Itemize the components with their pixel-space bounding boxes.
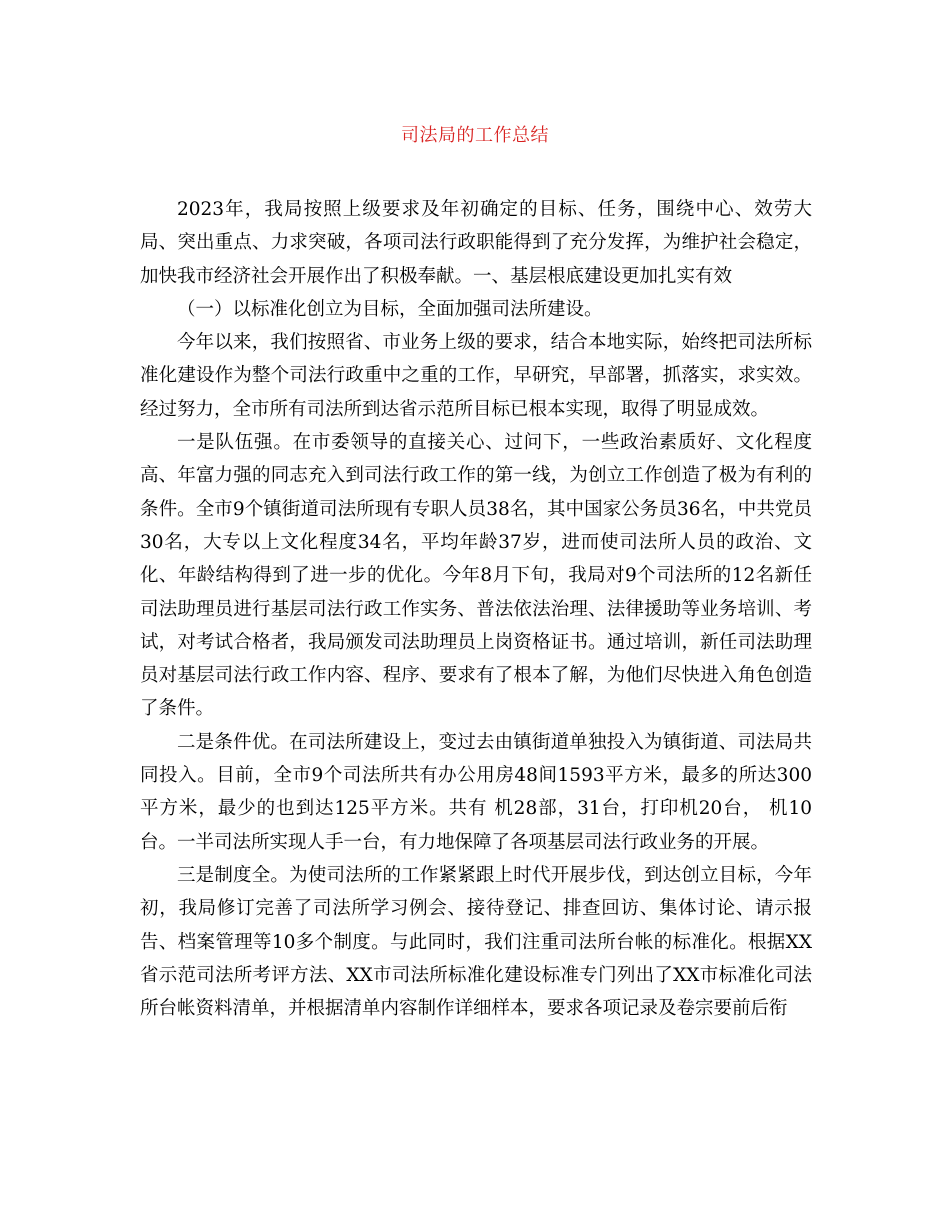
paragraph-section-1: （一）以标准化创立为目标，全面加强司法所建设。 — [177, 298, 603, 320]
paragraph-intro: 2023年，我局按照上级要求及年初确定的目标、任务，围绕中心、效劳大局、突出重点、力求突破，各项司法行政职能得到了充分发挥，为维护社会稳定，加快我市经济社会开展作出了积极奉献。一、基层根底建设更加扎实有效 — [140, 199, 812, 287]
paragraph-conditions: 二是条件优。在司法所建设上，变过去由镇街道单独投入为镇街道、司法局共同投入。目前，全市9个司法所共有办公用房48间1593平方米，最多的所达300平方米，最少的也到达125平方米。共有 机28部，31台，打印机20台， 机10台。一半司法所实现人手一台，有力地保障了各项基层司法行政业务的开展。 — [140, 731, 812, 853]
document-body — [140, 193, 812, 1025]
document-title: 司法局的工作总结 — [401, 125, 549, 146]
paragraph-team: 一是队伍强。在市委领导的直接关心、过问下，一些政治素质好、文化程度高、年富力强的同志充入到司法行政工作的第一线，为创立工作创造了极为有利的条件。全市9个镇街道司法所现有专职人员38名，其中国家公务员36名，中共党员30名，大专以上文化程度34名，平均年龄37岁，进而使司法所人员的政治、文化、年龄结构得到了进一步的优化。今年8月下旬，我局对9个司法所的12名新任司法助理员进行基层司法行政工作实务、普法依法治理、法律援助等业务培训、考试，对考试合格者，我局颁发司法助理员上岗资格证书。通过培训，新任司法助理员对基层司法行政工作内容、程序、要求有了根本了解，为他们尽快进入角色创造了条件。 — [140, 432, 812, 720]
paragraph-rules: 三是制度全。为使司法所的工作紧紧跟上时代开展步伐，到达创立目标，今年初，我局修订完善了司法所学习例会、接待登记、排查回访、集体讨论、请示报告、档案管理等10多个制度。与此同时，我们注重司法所台帐的标准化。根据XX省示范司法所考评方法、XX市司法所标准化建设标准专门列出了XX市标准化司法所台帐资料清单，并根据清单内容制作详细样本，要求各项记录及卷宗要前后衔 — [140, 864, 812, 1020]
paragraph-overview: 今年以来，我们按照省、市业务上级的要求，结合本地实际，始终把司法所标准化建设作为整个司法行政重中之重的工作，早研究，早部署，抓落实，求实效。经过努力，全市所有司法所到达省示范所目标已根本实现，取得了明显成效。 — [140, 332, 812, 420]
